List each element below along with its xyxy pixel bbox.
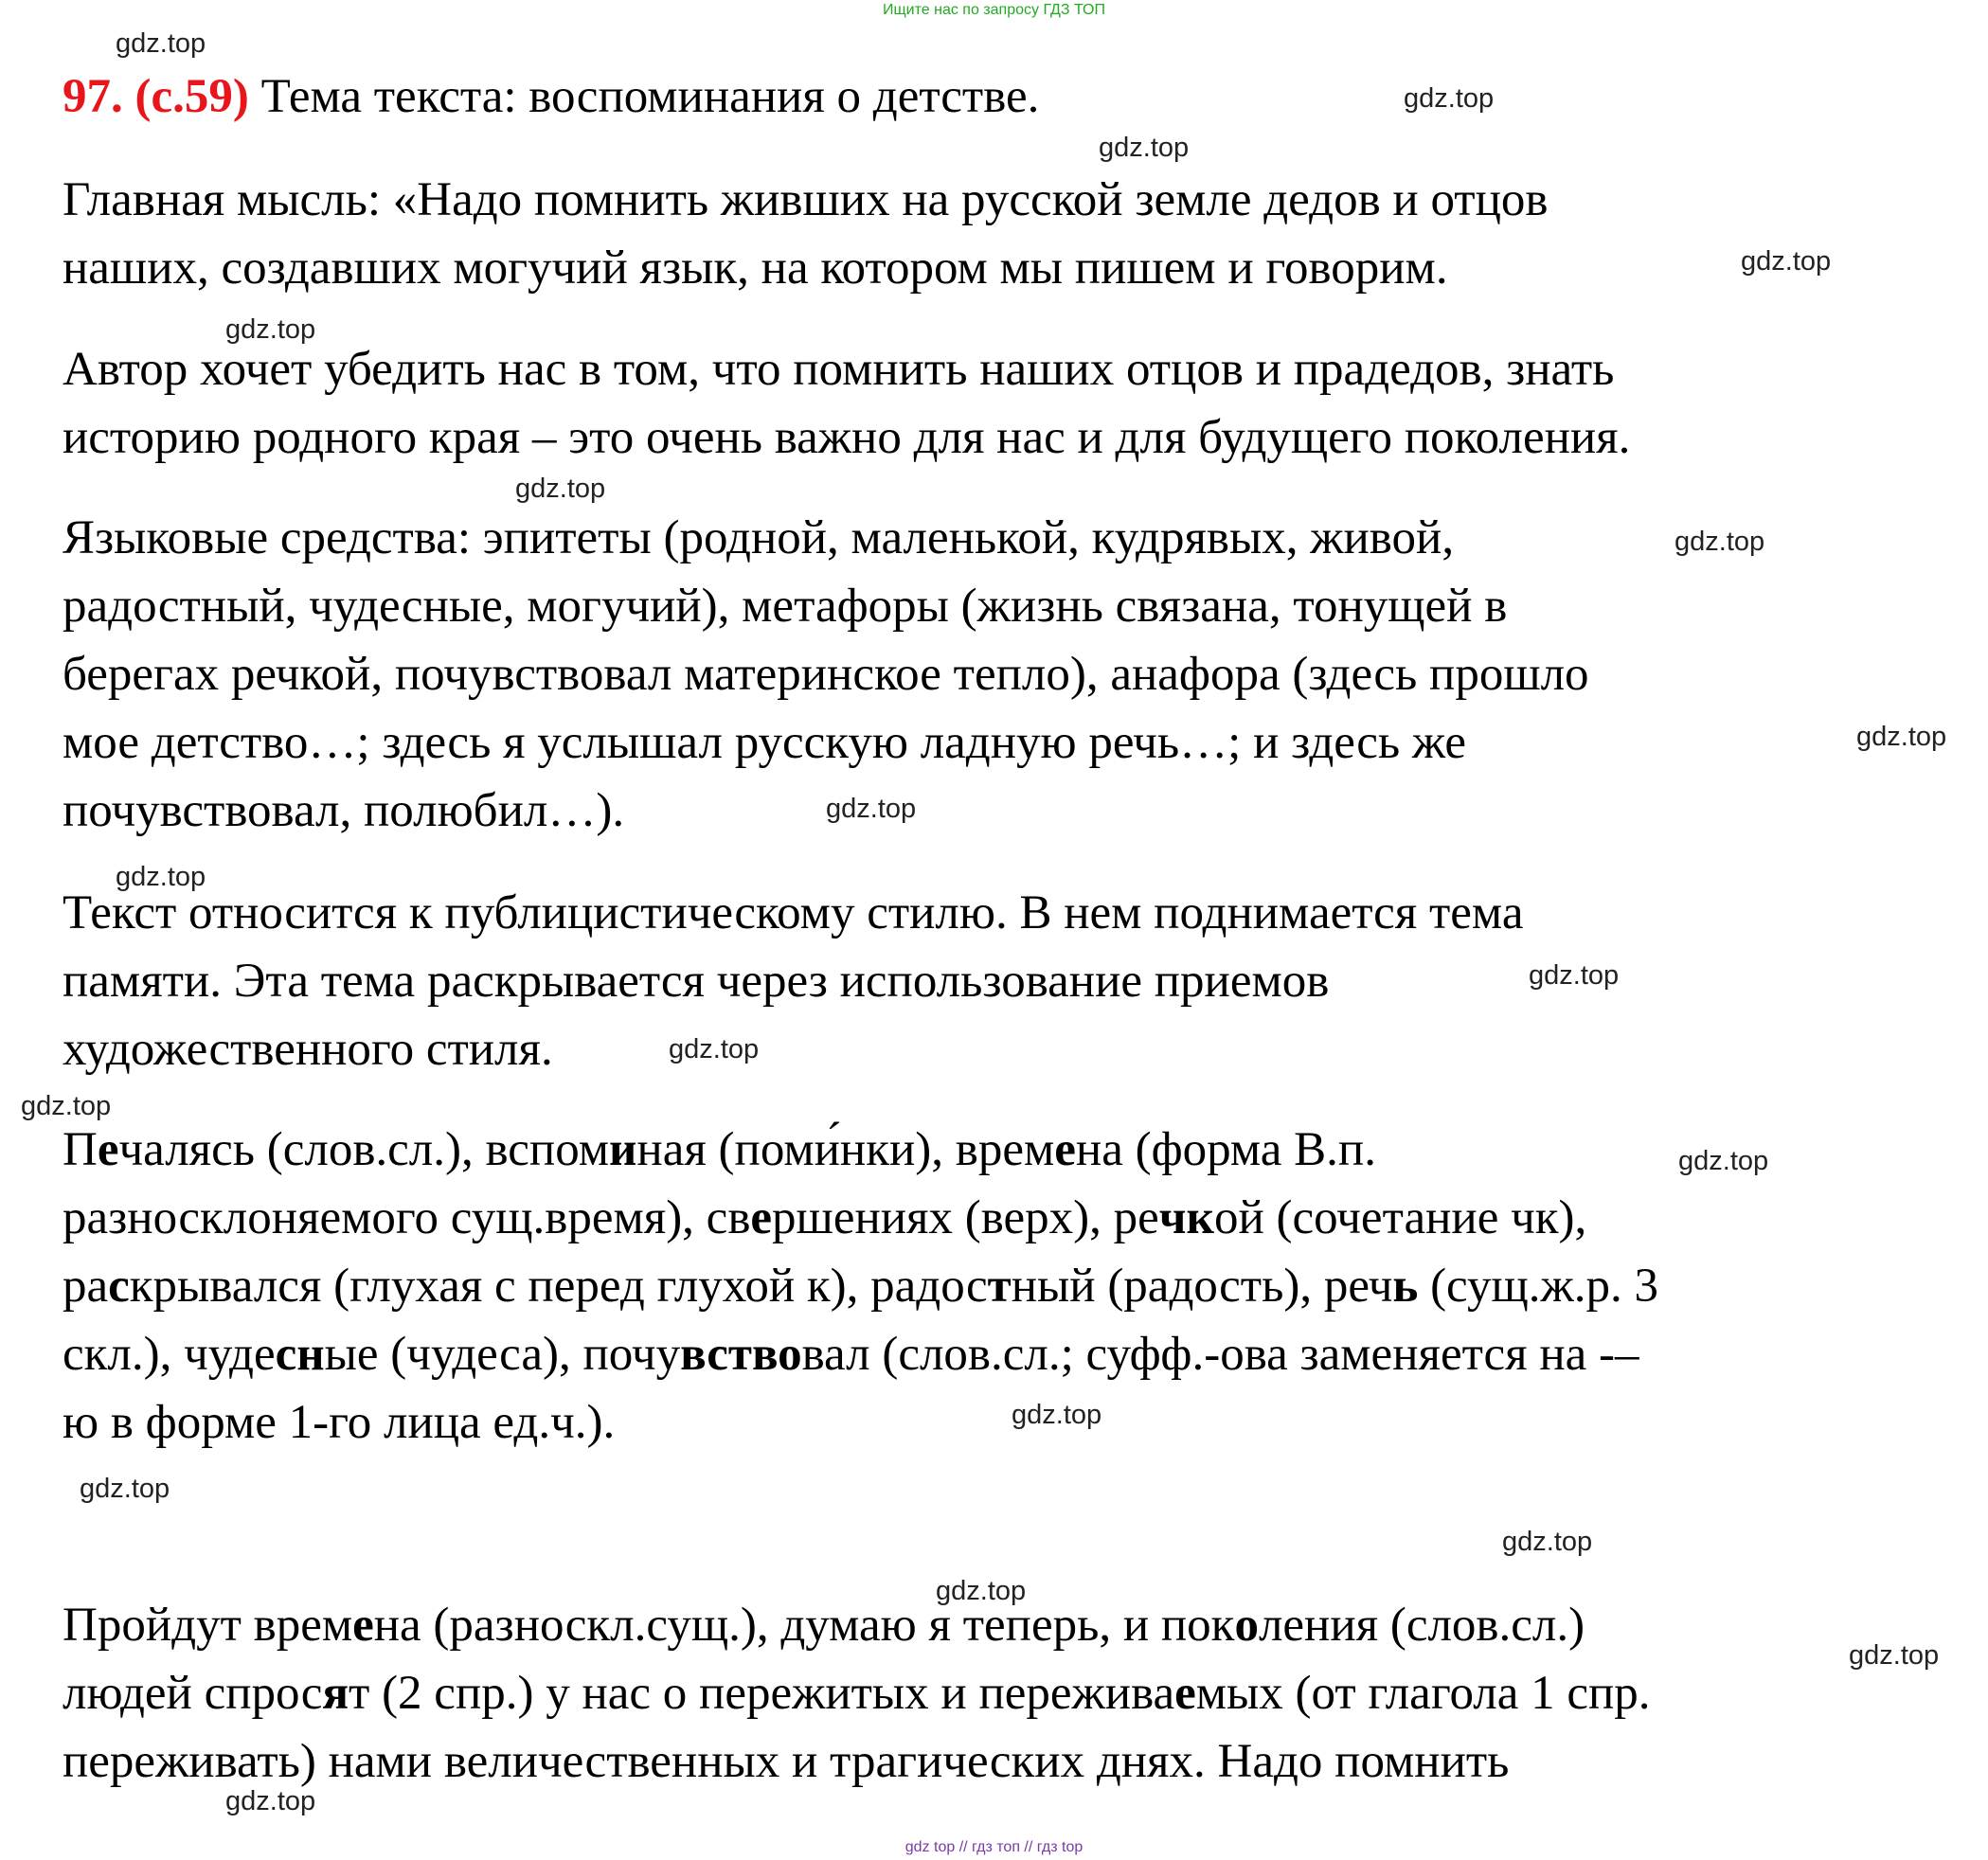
watermark: gdz.top [225,314,316,345]
text-part: Пройдут врем [63,1599,353,1652]
language-means-line: радостный, чудесные, могучий), метафоры (жизнь связана, тонущей в [63,580,1508,633]
watermark: gdz.top [225,1786,316,1816]
watermark: gdz.top [936,1576,1027,1606]
text-part: чалясь (слов.сл.), вспом [118,1123,610,1176]
highlighted-letter: ь [1392,1260,1419,1313]
task-header [63,68,1039,125]
text-part: крывался (глухая с перед глухой к), радос [129,1260,988,1313]
text-part: мых (от глагола 1 спр. [1195,1667,1651,1720]
text-part: т (2 спр.) у нас о пережитых и пережива [349,1667,1175,1720]
watermark: gdz.top [826,794,917,824]
text-part: на (форма В.п. [1075,1123,1376,1176]
watermark: gdz.top [669,1034,760,1064]
watermark: gdz.top [1741,246,1832,277]
author-intent-line: Автор хочет убедить нас в том, что помнить наших отцов и прадедов, знать [63,343,1615,396]
watermark: gdz.top [21,1091,112,1121]
spelling-line: ю в форме 1-го лица ед.ч.). [63,1396,616,1449]
watermark: gdz.top [515,474,606,504]
style-line: памяти. Эта тема раскрывается через использование приемов [63,955,1330,1008]
watermark: gdz.top [1675,527,1765,557]
text-part: ный (радость), реч [1011,1260,1393,1313]
spelling-line [63,1665,1651,1722]
watermark: gdz.top [1099,133,1190,163]
watermark: gdz.top [1404,83,1495,114]
spelling-line [63,1121,1376,1178]
spelling-line: переживать) нами величественных и трагических днях. Надо помнить [63,1735,1510,1788]
language-means-line: почувствовал, полюбил…). [63,784,625,837]
highlighted-letter: с [108,1260,130,1313]
watermark: gdz.top [1502,1527,1593,1557]
highlighted-letter: и [609,1123,637,1176]
top-banner: Ищите нас по запросу ГДЗ ТОП [883,2,1105,18]
footer-banner: gdz top // гдз топ // гдз top [904,1839,1084,1855]
language-means-line: мое детство…; здесь я услышал русскую ладную речь…; и здесь же [63,716,1467,769]
text-part: ршениях (верх), ре [772,1191,1159,1244]
text-part: людей спрос [63,1667,323,1720]
highlighted-letter: т [987,1260,1012,1313]
highlighted-letter: е [97,1123,119,1176]
text-part: разносклоняемого сущ.время), св [63,1191,751,1244]
text-part: ра [63,1260,109,1313]
spelling-line [63,1189,1586,1246]
highlighted-letter: вств [680,1328,779,1381]
watermark: gdz.top [80,1474,170,1504]
style-line: Текст относится к публицистическому стилю. В нем поднимается тема [63,886,1524,939]
text-part: (сущ.ж.р. 3 [1418,1260,1659,1313]
spelling-line [63,1326,1639,1383]
text-part: ная (поми́нки), врем [636,1123,1055,1176]
highlighted-letter: чк [1158,1191,1214,1244]
spelling-line [63,1258,1658,1315]
highlighted-letter: о [1234,1599,1259,1652]
highlighted-letter: я [322,1667,349,1720]
spelling-line [63,1597,1585,1654]
text-part: П [63,1123,98,1176]
text-part: ые (чудеса), почу [324,1328,681,1381]
text-part: ой (сочетание чк), [1213,1191,1587,1244]
watermark: gdz.top [116,28,206,59]
watermark: gdz.top [1856,722,1947,752]
text-part: скл.), чуде [63,1328,276,1381]
language-means-line: Языковые средства: эпитеты (родной, маленькой, кудрявых, живой, [63,511,1455,564]
text-part: ления (слов.сл.) [1258,1599,1585,1652]
language-means-line: берегах речкой, почувствовал материнское тепло), анафора (здесь прошло [63,648,1589,701]
main-idea-line: наших, создавших могучий язык, на котором мы пишем и говорим. [63,241,1448,295]
highlighted-letter: е [1054,1123,1076,1176]
task-theme: Тема текста: воспоминания о детстве. [248,70,1040,123]
watermark: gdz.top [1529,960,1620,991]
main-idea-line: Главная мысль: «Надо помнить живших на русской земле дедов и отцов [63,173,1549,226]
text-part: на (разноскл.сущ.), думаю я теперь, и пок [373,1599,1235,1652]
watermark: gdz.top [116,862,206,892]
highlighted-letter: е [352,1599,374,1652]
highlighted-letter: е [750,1191,773,1244]
watermark: gdz.top [1012,1400,1102,1430]
author-intent-line: историю родного края – это очень важно для нас и для будущего поколения. [63,411,1631,464]
task-number: 97. (с.59) [63,70,249,123]
text-part: вал (слов.сл.; суфф.-ова заменяется на -– [801,1328,1639,1381]
watermark: gdz.top [1678,1146,1769,1176]
watermark: gdz.top [1849,1640,1940,1671]
highlighted-letter: е [1174,1667,1196,1720]
highlighted-letter: сн [275,1328,325,1381]
highlighted-letter: о [778,1328,802,1381]
style-line: художественного стиля. [63,1023,553,1076]
